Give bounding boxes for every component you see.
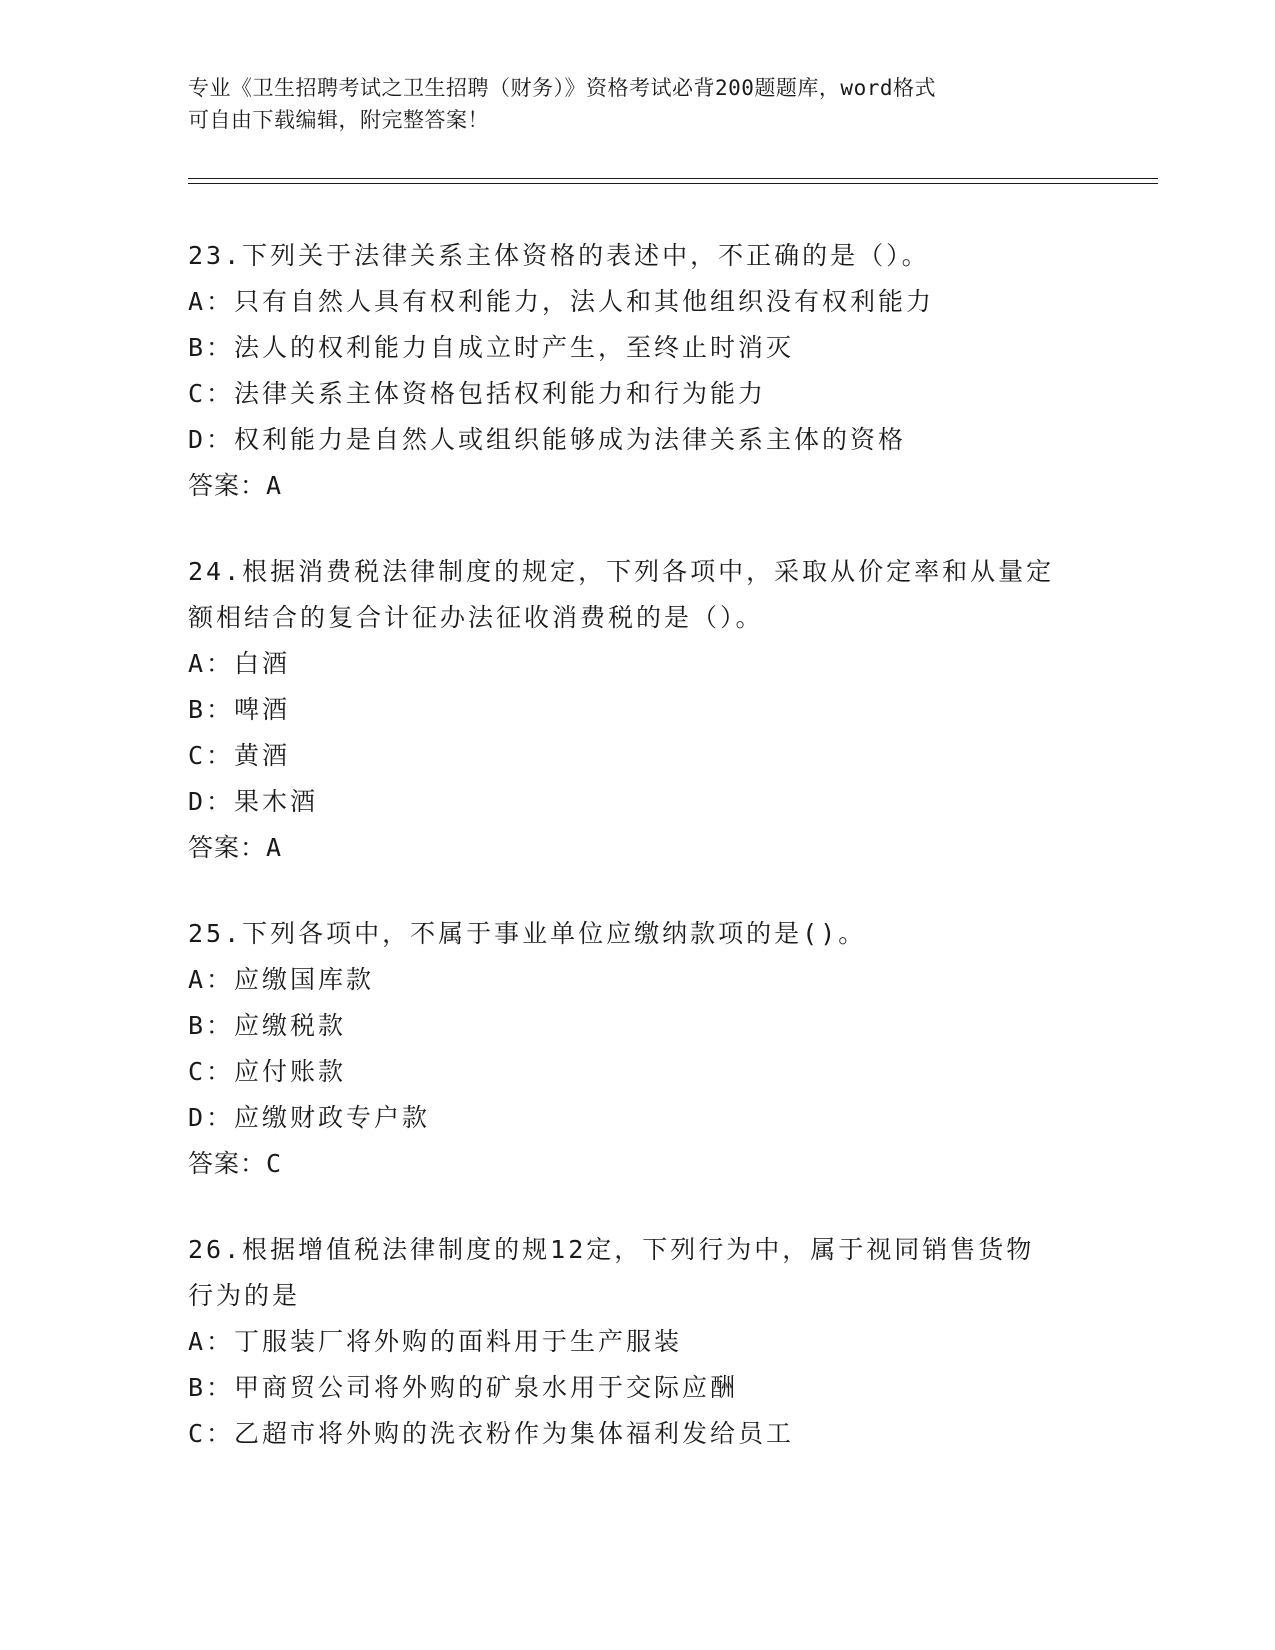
option-a: A：丁服装厂将外购的面料用于生产服装 <box>188 1327 683 1356</box>
stem-line: 额相结合的复合计征办法征收消费税的是（）。 <box>188 603 764 632</box>
answer-line <box>188 463 1088 509</box>
question-stem <box>188 233 1088 279</box>
answer-value: A <box>266 833 283 862</box>
question-list <box>188 233 1088 1497</box>
answer-value: C <box>266 1149 283 1178</box>
answer-value: A <box>266 471 283 500</box>
stem-line: 24.根据消费税法律制度的规定，下列各项中，采取从价定率和从量定 <box>188 557 1055 586</box>
option-b: B：啤酒 <box>188 695 291 724</box>
question-25 <box>188 911 1088 1187</box>
answer-label: 答案： <box>188 1149 267 1178</box>
stem-line: 25.下列各项中，不属于事业单位应缴纳款项的是()。 <box>188 919 867 948</box>
answer-line <box>188 1141 1088 1187</box>
stem-line: 26.根据增值税法律制度的规12定，下列行为中，属于视同销售货物 <box>188 1235 1035 1264</box>
answer-label: 答案： <box>188 471 267 500</box>
question-26 <box>188 1227 1088 1457</box>
option-c: C：应付账款 <box>188 1057 347 1086</box>
option-b: B：法人的权利能力自成立时产生，至终止时消灭 <box>188 333 795 362</box>
header-divider-bottom <box>188 183 1158 184</box>
option-d: D：权利能力是自然人或组织能够成为法律关系主体的资格 <box>188 425 907 454</box>
question-23 <box>188 233 1088 509</box>
option-d: D：应缴财政专户款 <box>188 1103 431 1132</box>
option-c: C：法律关系主体资格包括权利能力和行为能力 <box>188 379 767 408</box>
header-line-2: 可自由下载编辑，附完整答案！ <box>188 108 489 132</box>
option-b: B：甲商贸公司将外购的矿泉水用于交际应酬 <box>188 1373 739 1402</box>
option-d: D：果木酒 <box>188 787 319 816</box>
header-divider-top <box>188 178 1158 179</box>
question-stem <box>188 1227 1088 1319</box>
option-a: A：应缴国库款 <box>188 965 375 994</box>
stem-line: 行为的是 <box>188 1281 301 1310</box>
option-b: B：应缴税款 <box>188 1011 347 1040</box>
option-c: C：乙超市将外购的洗衣粉作为集体福利发给员工 <box>188 1419 795 1448</box>
question-stem <box>188 911 1088 957</box>
stem-line: 23.下列关于法律关系主体资格的表述中，不正确的是（）。 <box>188 241 930 270</box>
question-24 <box>188 549 1088 871</box>
document-header <box>188 72 1088 136</box>
option-a: A：白酒 <box>188 649 291 678</box>
question-stem <box>188 549 1088 641</box>
answer-label: 答案： <box>188 833 267 862</box>
option-a: A：只有自然人具有权利能力，法人和其他组织没有权利能力 <box>188 287 935 316</box>
header-line-1: 专业《卫生招聘考试之卫生招聘（财务）》资格考试必背200题题库，word格式 <box>188 76 936 100</box>
option-c: C：黄酒 <box>188 741 291 770</box>
answer-line <box>188 825 1088 871</box>
